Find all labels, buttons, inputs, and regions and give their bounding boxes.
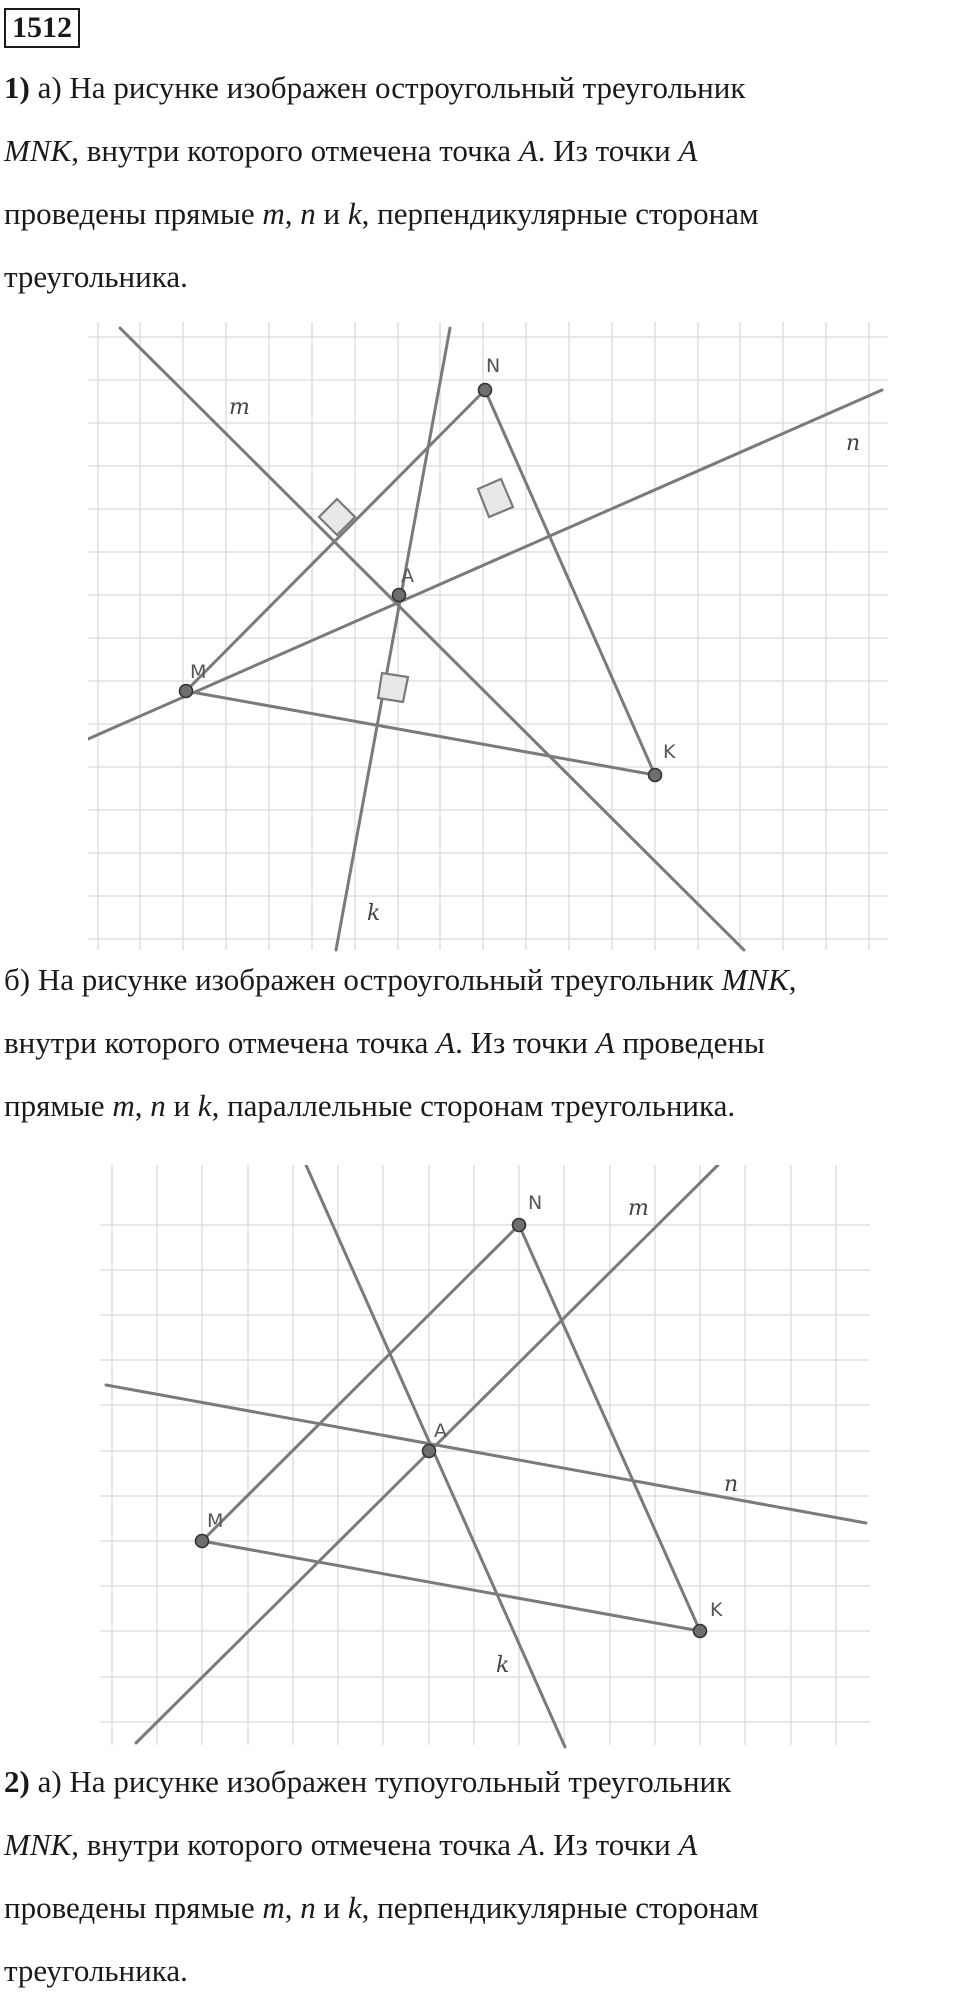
label-line-m: m	[229, 395, 250, 420]
part1-a-line1: На рисунке изображен остроугольный треугольник	[69, 70, 746, 105]
part2-a-point-2: A	[678, 1827, 698, 1862]
label-M-2: M	[207, 1510, 224, 1532]
part1-a-comma: ,	[284, 196, 293, 231]
part1-b-letter: б)	[4, 962, 31, 997]
right-angle-marker-k	[378, 673, 408, 702]
part1-a-line4: треугольника.	[4, 259, 188, 294]
part2-a-text	[4, 1750, 950, 2002]
label-A: A	[401, 565, 414, 587]
part2-a-letter: а)	[37, 1764, 62, 1799]
part1-b-line2: внутри которого отмечена точка	[4, 1025, 429, 1060]
part1-a-letter: а)	[37, 70, 62, 105]
task-number-box: 1512	[4, 8, 80, 48]
part1-a-n: n	[300, 196, 316, 231]
part1-b-text	[4, 948, 950, 1137]
part1-a-and: и	[323, 196, 341, 231]
part1-a-line2-mid: , внутри которого отмечена точка	[71, 133, 512, 168]
point-K-2	[694, 1625, 707, 1638]
part1-a-k: k	[347, 196, 362, 231]
label-M: M	[190, 661, 207, 683]
point-N	[479, 384, 492, 397]
part1-b-comma: ,	[788, 962, 797, 997]
point-M	[180, 685, 193, 698]
part1-a-triangle: MNK	[4, 133, 72, 168]
part2-a-point: A	[518, 1827, 538, 1862]
side-MK	[186, 691, 655, 775]
part2-a-line1: На рисунке изображен тупоугольный треугольник	[69, 1764, 732, 1799]
part2-a-k: k	[347, 1890, 362, 1925]
part2-a-comma: ,	[284, 1890, 293, 1925]
right-angle-marker-m	[319, 499, 355, 535]
label-K-2: K	[710, 1599, 723, 1621]
part2-a-line2-mid: , внутри которого отмечена точка	[71, 1827, 512, 1862]
part1-b-k: k	[197, 1088, 212, 1123]
line-k-2	[306, 1165, 565, 1747]
part1-a-line3-start: проведены прямые	[4, 196, 255, 231]
point-K	[649, 769, 662, 782]
part1-b-n: n	[150, 1088, 166, 1123]
part1-a-m: m	[262, 196, 285, 231]
point-A-2	[423, 1445, 436, 1458]
part2-a-line2-end: . Из точки	[537, 1827, 671, 1862]
label-A-2: A	[434, 1420, 447, 1442]
label-K: K	[663, 741, 676, 763]
part1-b-line1: На рисунке изображен остроугольный треугольник	[37, 962, 714, 997]
part1-a-line2-end: . Из точки	[537, 133, 671, 168]
line-n	[88, 390, 882, 739]
side-MN-2	[202, 1225, 519, 1541]
part1-b-triangle: MNK	[721, 962, 789, 997]
part1-b-point-2: A	[595, 1025, 615, 1060]
part2-number: 2)	[4, 1764, 30, 1799]
point-A	[393, 589, 406, 602]
part2-a-and: и	[323, 1890, 341, 1925]
part1-b-line3-start: прямые	[4, 1088, 105, 1123]
part2-a-n: n	[300, 1890, 316, 1925]
part2-a-line3-start: проведены прямые	[4, 1890, 255, 1925]
part1-b-line2-end: . Из точки	[455, 1025, 589, 1060]
part2-a-triangle: MNK	[4, 1827, 72, 1862]
part1-a-text	[4, 56, 950, 308]
line-n-2	[106, 1385, 866, 1523]
part1-a-line3-end: , перпендикулярные сторонам	[361, 196, 759, 231]
part1-b-and: и	[173, 1088, 191, 1123]
part1-b-m: m	[112, 1088, 135, 1123]
label-line-n: n	[846, 431, 861, 456]
label-N-2: N	[528, 1192, 543, 1214]
part1-b-line3-end: , параллельные сторонам треугольника.	[211, 1088, 736, 1123]
part1-a-point: A	[518, 133, 538, 168]
figure-1-perpendiculars	[88, 322, 888, 952]
part1-a-point-2: A	[678, 133, 698, 168]
part2-a-line3-end: , перпендикулярные сторонам	[361, 1890, 759, 1925]
part1-b-point: A	[436, 1025, 456, 1060]
part1-b-line2-tail: проведены	[622, 1025, 765, 1060]
part1-number: 1)	[4, 70, 30, 105]
label-line-n-2: n	[724, 1472, 739, 1497]
point-M-2	[196, 1535, 209, 1548]
label-line-k: k	[367, 901, 381, 926]
point-N-2	[513, 1219, 526, 1232]
figure-2-parallels	[100, 1165, 870, 1755]
label-line-m-2: m	[628, 1196, 649, 1221]
part2-a-m: m	[262, 1890, 285, 1925]
label-N: N	[486, 355, 501, 377]
part2-a-line4: треугольника.	[4, 1953, 188, 1988]
part1-b-comma-2: ,	[134, 1088, 143, 1123]
label-line-k-2: k	[496, 1653, 510, 1678]
